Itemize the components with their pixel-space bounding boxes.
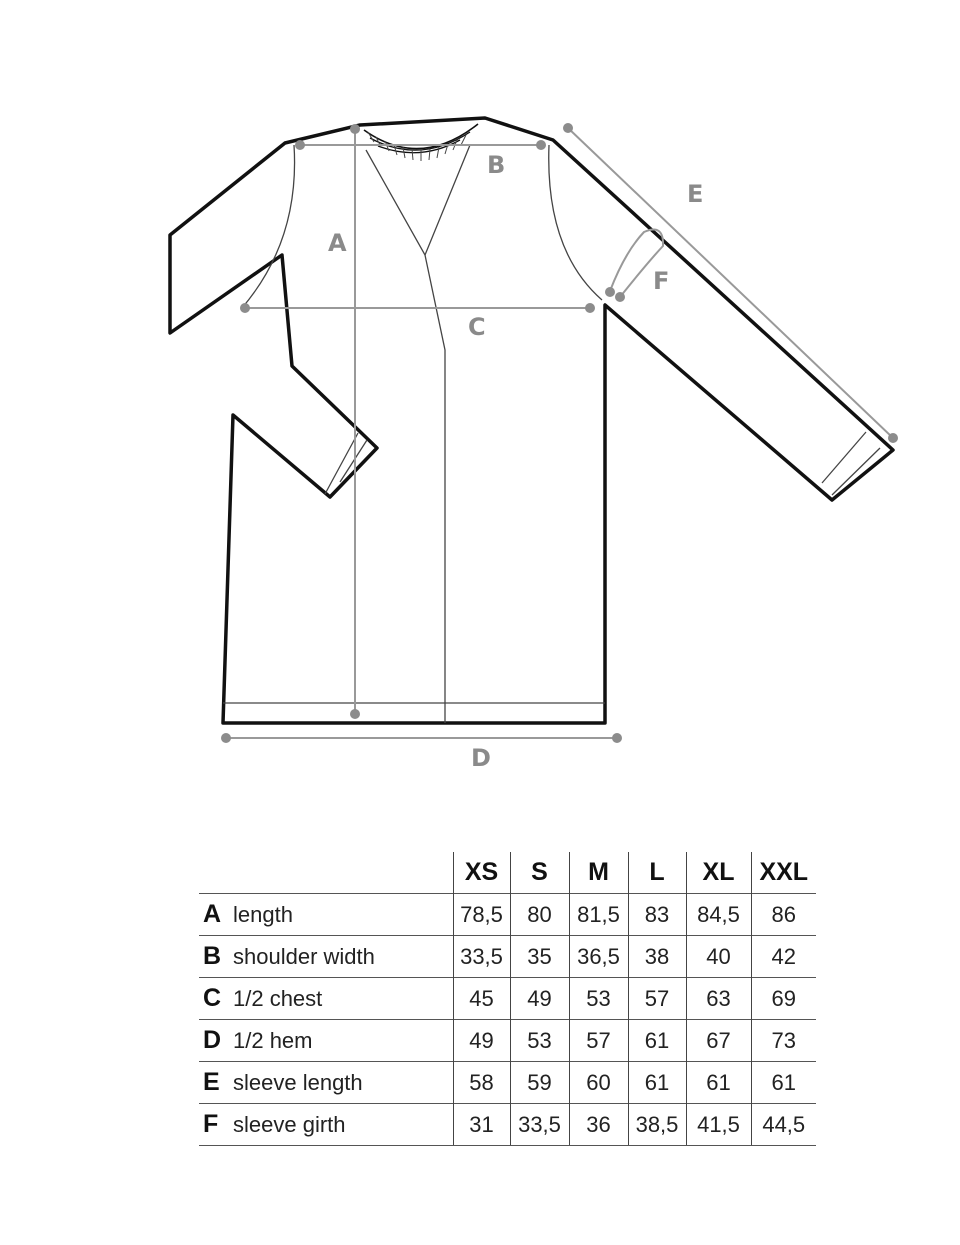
size-header: S <box>510 852 569 894</box>
label-c: C <box>468 313 486 341</box>
value-cell: 81,5 <box>569 894 628 936</box>
table-row <box>199 1020 816 1062</box>
row-name: shoulder width <box>233 944 375 969</box>
label-a: A <box>328 229 347 257</box>
value-cell: 31 <box>453 1104 510 1146</box>
value-cell: 40 <box>686 936 751 978</box>
row-letter: B <box>203 942 222 970</box>
row-label <box>199 1104 453 1146</box>
corner-cell <box>199 852 453 894</box>
value-cell: 57 <box>569 1020 628 1062</box>
value-cell: 49 <box>453 1020 510 1062</box>
row-name: length <box>233 902 293 927</box>
value-cell: 83 <box>628 894 686 936</box>
size-header: XS <box>453 852 510 894</box>
table-row <box>199 978 816 1020</box>
row-label <box>199 1020 453 1062</box>
value-cell: 69 <box>751 978 816 1020</box>
value-cell: 58 <box>453 1062 510 1104</box>
value-cell: 38 <box>628 936 686 978</box>
size-header: XL <box>686 852 751 894</box>
table-row <box>199 1104 816 1146</box>
value-cell: 86 <box>751 894 816 936</box>
size-header: XXL <box>751 852 816 894</box>
value-cell: 45 <box>453 978 510 1020</box>
value-cell: 49 <box>510 978 569 1020</box>
size-header-row <box>199 852 816 894</box>
size-chart-table <box>199 852 816 1146</box>
table-row <box>199 936 816 978</box>
size-header: M <box>569 852 628 894</box>
row-label <box>199 936 453 978</box>
row-name: 1/2 chest <box>233 986 323 1011</box>
value-cell: 61 <box>628 1062 686 1104</box>
row-letter: C <box>203 984 222 1012</box>
value-cell: 33,5 <box>510 1104 569 1146</box>
value-cell: 36 <box>569 1104 628 1146</box>
value-cell: 38,5 <box>628 1104 686 1146</box>
garment-outline <box>170 118 893 723</box>
row-letter: D <box>203 1026 222 1054</box>
row-letter: F <box>203 1110 219 1138</box>
value-cell: 42 <box>751 936 816 978</box>
value-cell: 36,5 <box>569 936 628 978</box>
row-name: sleeve girth <box>233 1112 346 1137</box>
label-f: F <box>653 267 670 295</box>
row-label <box>199 978 453 1020</box>
value-cell: 59 <box>510 1062 569 1104</box>
row-name: sleeve length <box>233 1070 363 1095</box>
value-cell: 53 <box>569 978 628 1020</box>
table-row <box>199 894 816 936</box>
size-header: L <box>628 852 686 894</box>
value-cell: 35 <box>510 936 569 978</box>
row-name: 1/2 hem <box>233 1028 313 1053</box>
value-cell: 63 <box>686 978 751 1020</box>
value-cell: 61 <box>751 1062 816 1104</box>
label-e: E <box>687 180 704 208</box>
value-cell: 61 <box>628 1020 686 1062</box>
value-cell: 53 <box>510 1020 569 1062</box>
value-cell: 67 <box>686 1020 751 1062</box>
value-cell: 60 <box>569 1062 628 1104</box>
value-cell: 44,5 <box>751 1104 816 1146</box>
value-cell: 57 <box>628 978 686 1020</box>
value-cell: 84,5 <box>686 894 751 936</box>
row-label <box>199 1062 453 1104</box>
value-cell: 78,5 <box>453 894 510 936</box>
row-label <box>199 894 453 936</box>
table-row <box>199 1062 816 1104</box>
value-cell: 61 <box>686 1062 751 1104</box>
value-cell: 33,5 <box>453 936 510 978</box>
row-letter: E <box>203 1068 220 1096</box>
value-cell: 80 <box>510 894 569 936</box>
value-cell: 41,5 <box>686 1104 751 1146</box>
label-d: D <box>471 744 491 772</box>
label-b: B <box>487 151 506 179</box>
value-cell: 73 <box>751 1020 816 1062</box>
row-letter: A <box>203 900 222 928</box>
